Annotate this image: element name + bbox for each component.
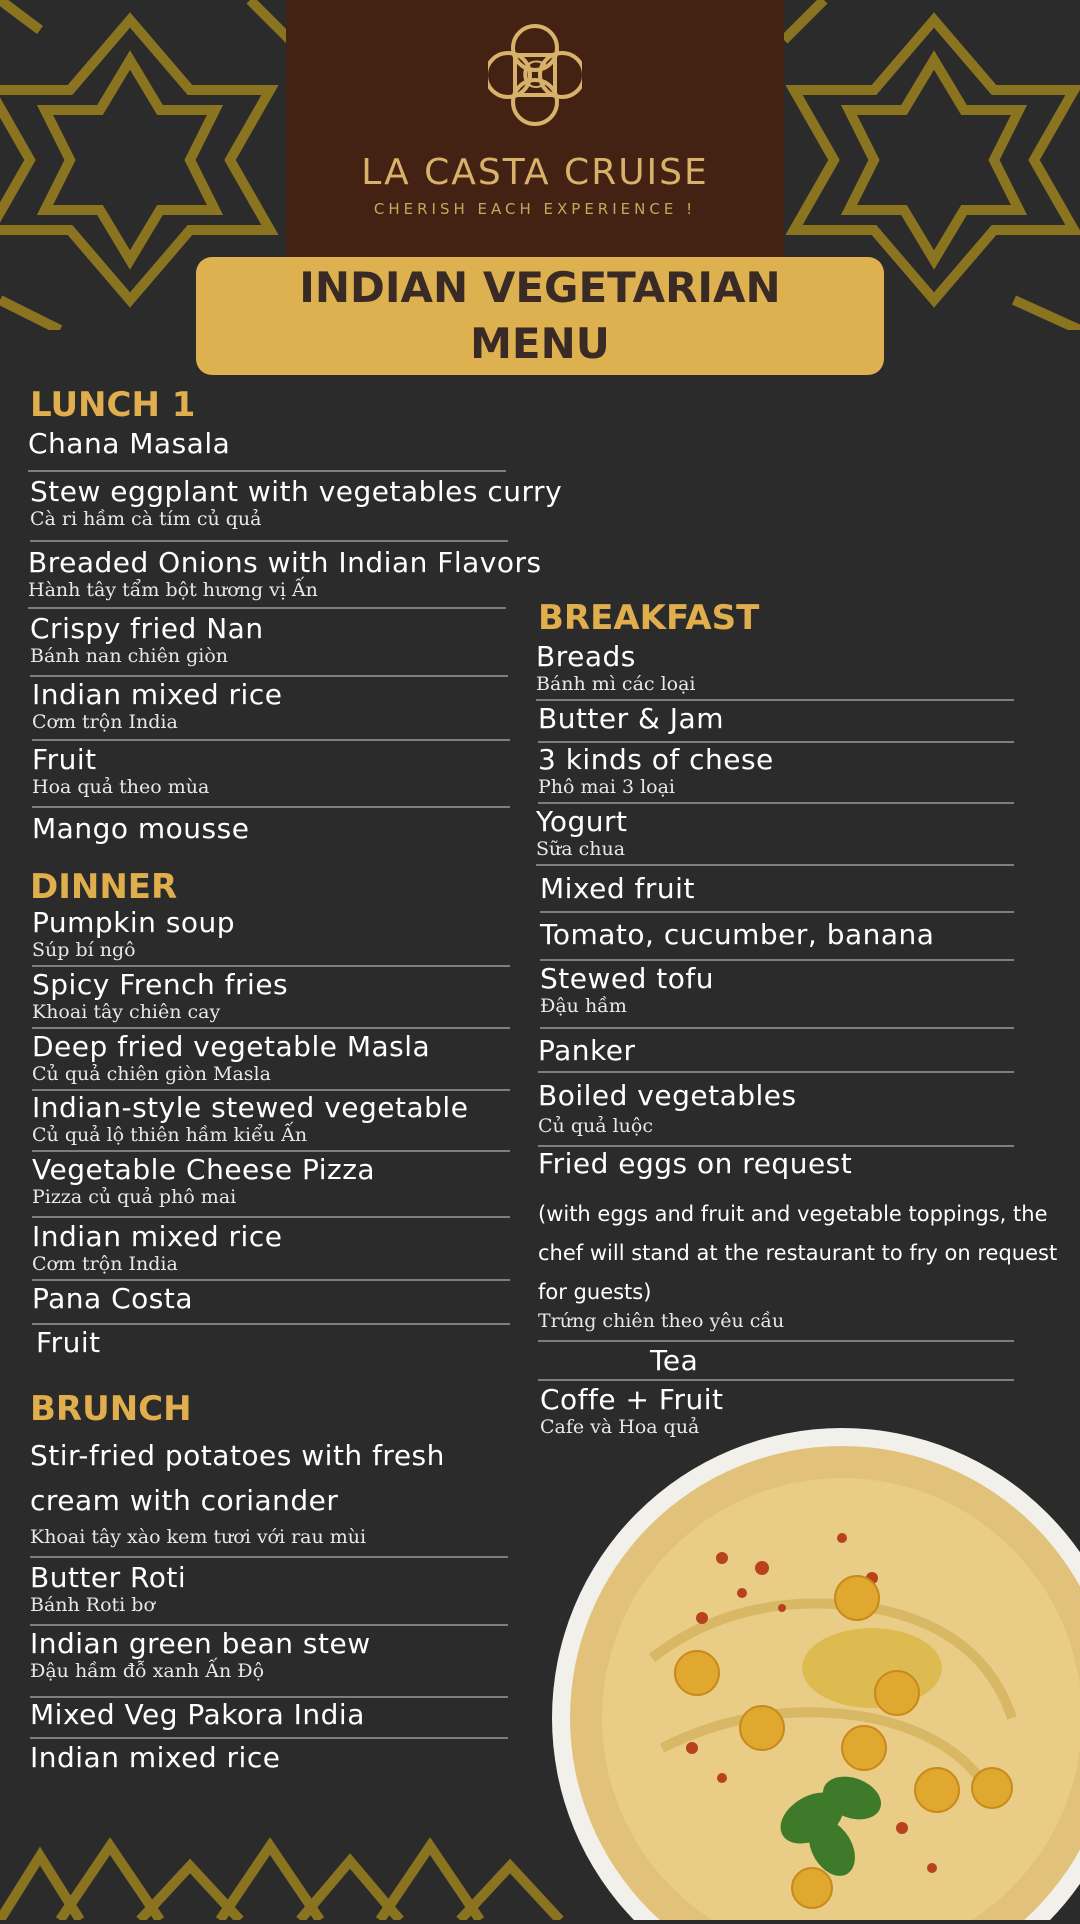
item-name: Stewed tofu [540,962,714,995]
brand-tagline: CHERISH EACH EXPERIENCE ! [373,200,697,218]
item-translation: Bánh mì các loại [536,673,696,695]
item-name: Butter Roti [30,1561,187,1594]
item-name: Vegetable Cheese Pizza [32,1153,376,1186]
menu-item [540,873,1014,913]
menu-item [538,1077,1014,1147]
menu-item [32,1283,510,1325]
item-name: Fruit [32,743,97,776]
item-translation: Súp bí ngô [32,939,136,961]
item-translation: Bánh Roti bơ [30,1594,155,1616]
menu-item [32,1154,510,1218]
item-name: Indian mixed rice [32,1220,283,1253]
menu-item [30,1562,508,1626]
menu-item [30,1699,508,1739]
menu-item [28,428,506,472]
menu-item [30,613,508,677]
menu-item [32,1031,510,1091]
item-translation: Bánh nan chiên giòn [30,645,229,667]
menu-item [32,679,510,741]
item-name: Fried eggs on request [538,1147,853,1180]
menu-title-line2: MENU [470,319,610,368]
lunch-heading: LUNCH 1 [30,385,196,425]
item-name: Tea [650,1344,699,1377]
item-name: Yogurt [536,805,628,838]
item-name: Spicy French fries [32,968,289,1001]
menu-item [28,546,542,609]
menu-title [196,257,884,375]
item-name: Indian mixed rice [30,1741,281,1774]
item-name: Crispy fried Nan [30,612,264,645]
menu-item [538,703,1014,743]
item-translation: Cơm trộn India [32,1253,178,1275]
item-translation: Đậu hầm đỗ xanh Ấn Độ [30,1660,265,1682]
item-name: Stew eggplant with vegetables curry [30,475,563,508]
breakfast-heading: BREAKFAST [538,598,760,638]
item-name: Breaded Onions with Indian Flavors [28,546,542,579]
menu-item [538,1035,1014,1073]
item-name: Fruit [36,1326,101,1359]
breakfast-note: (with eggs and fruit and vegetable toppings, the chef will stand at the restaurant to fry on request for guests) [538,1202,1058,1304]
item-translation: Cơm trộn India [32,711,178,733]
item-translation: Đậu hầm [540,995,627,1017]
item-name: Coffe + Fruit [540,1383,724,1416]
menu-item [536,641,1014,701]
item-name: Indian green bean stew [30,1627,371,1660]
item-translation: Phô mai 3 loại [538,776,676,798]
item-name: Indian mixed rice [32,678,283,711]
menu-item [30,1628,508,1698]
item-translation: Cafe và Hoa quả [540,1416,700,1438]
item-translation: Củ quả chiên giòn Masla [32,1063,271,1085]
hummus-bowl-image [542,1418,1080,1924]
item-name: Stir-fried potatoes with fresh [30,1439,445,1472]
item-name: Deep fried vegetable Masla [32,1030,431,1063]
item-name: Tomato, cucumber, banana [540,918,935,951]
menu-item [538,1345,1014,1381]
item-translation: Trứng chiên theo yêu cầu [538,1310,785,1332]
item-translation: Hoa quả theo mùa [32,776,210,798]
item-name: Indian-style stewed vegetable [32,1091,469,1124]
menu-item [538,744,1014,804]
item-name: 3 kinds of chese [538,743,774,776]
item-name: Pana Costa [32,1282,193,1315]
item-name: Chana Masala [28,427,231,460]
item-translation: Củ quả lộ thiên hầm kiểu Ấn [32,1124,308,1146]
item-name: Panker [538,1034,636,1067]
brunch-heading: BRUNCH [30,1389,192,1429]
menu-item [32,969,510,1029]
item-translation: Củ quả luộc [538,1115,653,1137]
menu-item [30,1436,508,1558]
item-name: Mixed Veg Pakora India [30,1698,365,1731]
logo-icon [488,20,582,134]
item-translation: Hành tây tẩm bột hương vị Ấn [28,579,318,601]
logo-letter: C [521,56,549,97]
item-translation: Sữa chua [536,838,626,860]
menu-item [32,1221,510,1281]
item-name-cont: cream with coriander [30,1484,339,1517]
menu-item [30,1742,508,1778]
dinner-heading: DINNER [30,867,178,907]
brand-header [286,0,784,258]
item-name: Mango mousse [32,812,250,845]
menu-item [540,963,1014,1029]
item-name: Butter & Jam [538,702,724,735]
item-translation: Cà ri hầm cà tím củ quả [30,508,262,530]
menu-item [536,806,1014,866]
brand-name: LA CASTA CRUISE [361,152,709,193]
menu-title-line1: INDIAN VEGETARIAN [299,263,781,312]
item-name: Breads [536,640,636,673]
menu-item [538,1148,1014,1188]
item-name: Mixed fruit [540,872,695,905]
menu-item [36,1327,514,1363]
item-translation: Khoai tây xào kem tươi với rau mùi [30,1526,367,1548]
menu-item [30,475,563,542]
item-translation: Pizza củ quả phô mai [32,1186,237,1208]
item-name: Pumpkin soup [32,906,236,939]
item-name: Boiled vegetables [538,1079,797,1112]
menu-item [32,744,510,808]
menu-item [32,813,510,849]
menu-item [32,907,510,967]
menu-item [32,1092,510,1152]
menu-item [538,1310,1014,1342]
item-translation: Khoai tây chiên cay [32,1001,221,1023]
menu-item [540,919,1014,961]
